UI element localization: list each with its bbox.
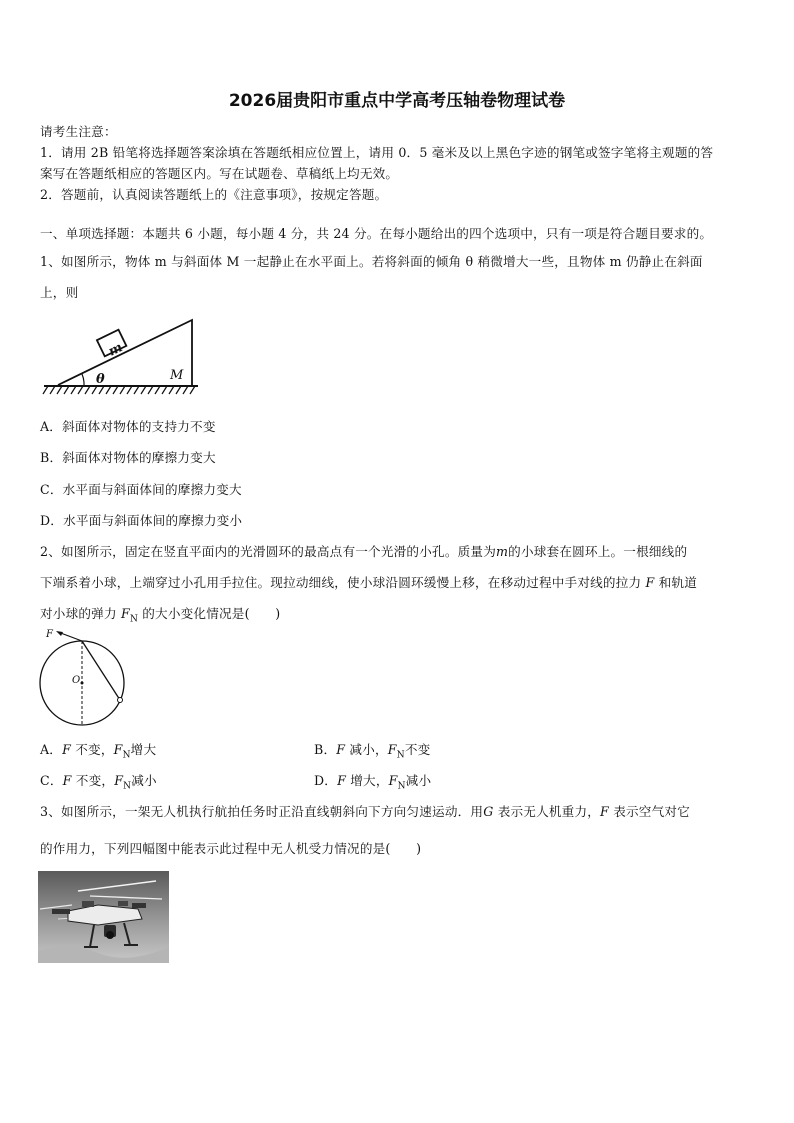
q1-option-c: C．水平面与斜面体间的摩擦力变大 xyxy=(40,482,242,497)
section-heading: 一、单项选择题：本题共 6 小题，每小题 4 分，共 24 分。在每小题给出的四个选项中，只有一项是符合题目要求的。 xyxy=(40,226,713,241)
q2-option-a: A．F 不变，$F_N$增大 xyxy=(40,742,157,761)
q3-stem-line-1: 3、如图所示，一架无人机执行航拍任务时正沿直线朝斜向下方向匀速运动．用G 表示无人机重力，F 表示空气对它 xyxy=(40,804,690,819)
q1-option-b: B．斜面体对物体的摩擦力变大 xyxy=(40,450,216,465)
notice-item-1-line-2: 案写在答题纸相应的答题区内。写在试题卷、草稿纸上均无效。 xyxy=(40,166,399,181)
q3-stem-line-2: 的作用力，下列四幅图中能表示此过程中无人机受力情况的是( ) xyxy=(40,841,422,856)
q1-option-d: D．水平面与斜面体间的摩擦力变小 xyxy=(40,513,243,528)
notice-heading: 请考生注意： xyxy=(40,124,117,139)
q1-option-a: A．斜面体对物体的支持力不变 xyxy=(40,419,216,434)
q1-stem-line-1: 1、如图所示，物体 m 与斜面体 M 一起静止在水平面上。若将斜面的倾角 θ 稍微增大一些，且物体 m 仍静止在斜面 xyxy=(40,254,703,269)
force-label: F xyxy=(46,629,53,640)
ring-figure xyxy=(36,628,130,732)
notice-item-2: 2．答题前，认真阅读答题纸上的《注意事项》，按规定答题。 xyxy=(40,187,388,202)
angle-label: θ xyxy=(96,372,105,387)
q2-stem-line-3: 对小球的弹力 $F_N$ 的大小变化情况是( ) xyxy=(40,606,281,625)
incline-figure xyxy=(40,316,205,398)
q2-option-d: D．F 增大，$F_N$减小 xyxy=(314,773,432,792)
block-label: m xyxy=(106,340,126,360)
q2-option-b: B．F 减小，$F_N$不变 xyxy=(314,742,431,761)
q1-stem-line-2: 上，则 xyxy=(40,285,79,300)
notice-item-1-line-1: 1．请用 2B 铅笔将选择题答案涂填在答题纸相应位置上，请用 0．5 毫米及以上黑色字迹的钢笔或签字笔将主观题的答 xyxy=(40,145,714,160)
drone-photo xyxy=(38,871,169,963)
q2-stem-line-2: 下端系着小球，上端穿过小孔用手拉住。现拉动细线，使小球沿圆环缓慢上移，在移动过程中手对线的拉力 F 和轨道 xyxy=(40,575,698,590)
q2-option-c: C．F 不变，$F_N$减小 xyxy=(40,773,157,792)
wedge-label: M xyxy=(170,368,184,383)
q2-stem-line-1: 2、如图所示，固定在竖直平面内的光滑圆环的最高点有一个光滑的小孔。质量为m的小球套在圆环上。一根细线的 xyxy=(40,544,688,559)
center-label: O xyxy=(72,675,81,686)
page-title: 2026届贵阳市重点中学高考压轴卷物理试卷 xyxy=(228,91,566,111)
